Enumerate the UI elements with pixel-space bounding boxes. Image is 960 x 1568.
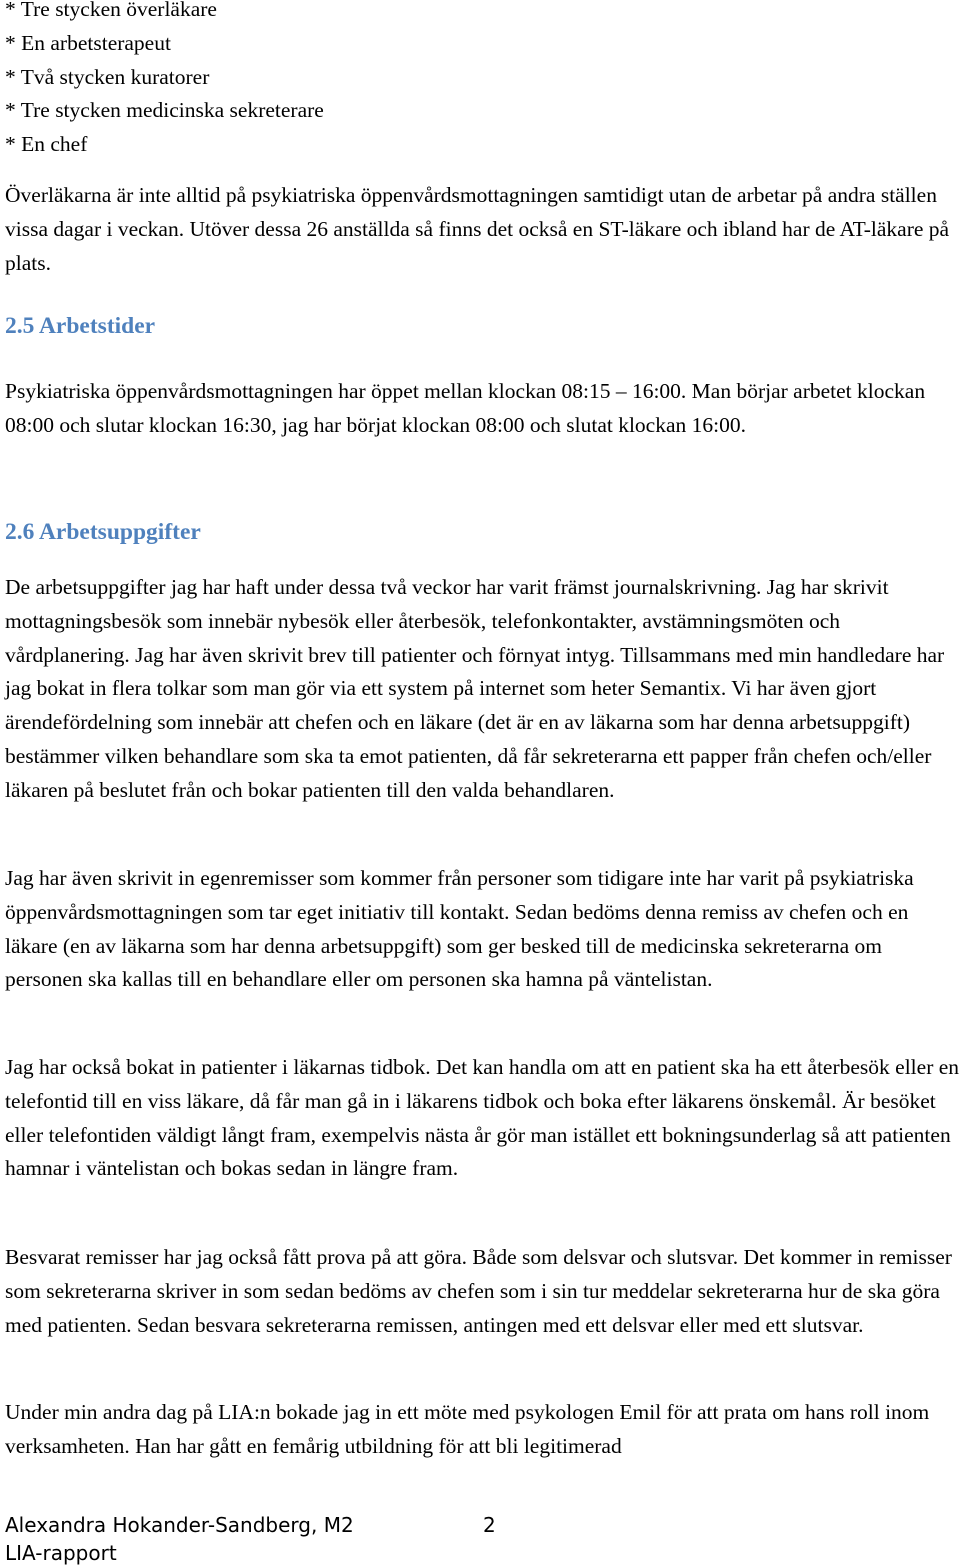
list-item: * Tre stycken överläkare [5,0,217,21]
page-number: 2 [483,1513,496,1537]
tasks-paragraph-3: Jag har också bokat in patienter i läkarnas tidbok. Det kan handla om att en patient ska ha ett återbesök eller en telefontid till en viss läkare, då får man gå in i läkarens tidbok och boka efter läkarens önskemål. Är besöket eller telefontiden väldigt långt fram, exempelvis nästa år gör man istället ett bokningsunderlag så att patienten hamnar i väntelistan och bokas sedan in längre fram. [5,1055,960,1181]
list-item: * Tre stycken medicinska sekreterare [5,98,324,123]
staff-note-paragraph: Överläkarna är inte alltid på psykiatriska öppenvårdsmottagningen samtidigt utan de arbetar på andra ställen vissa dagar i veckan. Utöver dessa 26 anställda så finns det också en ST-läkare och ibland har de AT-läkare på plats. [5,183,950,275]
list-item: * En arbetsterapeut [5,30,171,55]
section-heading-tasks: 2.6 Arbetsuppgifter [5,519,201,545]
list-item: * En chef [5,132,88,157]
hours-paragraph: Psykiatriska öppenvårdsmottagningen har öppet mellan klockan 08:15 – 16:00. Man börjar arbetet klockan 08:00 och slutar klockan 16:30, jag har börjat klockan 08:00 och slutat klockan 16:00. [5,379,926,437]
tasks-paragraph-4: Besvarat remisser har jag också fått prova på att göra. Både som delsvar och slutsvar. Det kommer in remisser som sekreterarna skriver in som sedan bedöms av chefen som i sin tur meddelar sekreterarna hur de ska göra med patienten. Sedan besvara sekreterarna remissen, antingen med ett delsvar eller med ett slutsvar. [5,1245,952,1337]
staff-list [5,0,324,162]
footer-report-title: LIA-rapport [5,1541,117,1565]
tasks-paragraph-1: De arbetsuppgifter jag har haft under dessa två veckor har varit främst journalskrivning. Jag har skrivit mottagningsbesök som innebär nybesök eller återbesök, telefonkontakter, avstämningsmöten och vårdplanering. Jag har även skrivit brev till patienter och förnyat intyg. Tillsammans med min handledare har jag bokat in flera tolkar som man gör via ett system på internet som heter Semantix. Vi har även gjort ärendefördelning som innebär att chefen och en läkare (det är en av läkarna som har denna arbetsuppgift) bestämmer vilken behandlare som ska ta emot patienten, då får sekreterarna ett papper från chefen och/eller läkaren på beslutet från och bokar patienten till den valda behandlaren. [5,575,945,802]
list-item: * Två stycken kuratorer [5,64,210,89]
tasks-paragraph-2: Jag har även skrivit in egenremisser som kommer från personer som tidigare inte har varit på psykiatriska öppenvårdsmottagningen som tar eget initiativ till kontakt. Sedan bedöms denna remiss av chefen och en läkare (en av läkarna som har denna arbetsuppgift) som ger besked till de medicinska sekreterarna om personen ska kallas till en behandlare eller om personen ska hamna på väntelistan. [5,866,914,992]
tasks-paragraph-5: Under min andra dag på LIA:n bokade jag in ett möte med psykologen Emil för att prata om hans roll inom verksamheten. Han har gått en femårig utbildning för att bli legitimerad [5,1400,930,1458]
footer-author: Alexandra Hokander-Sandberg, M2 [5,1513,354,1537]
section-heading-hours: 2.5 Arbetstider [5,313,156,339]
